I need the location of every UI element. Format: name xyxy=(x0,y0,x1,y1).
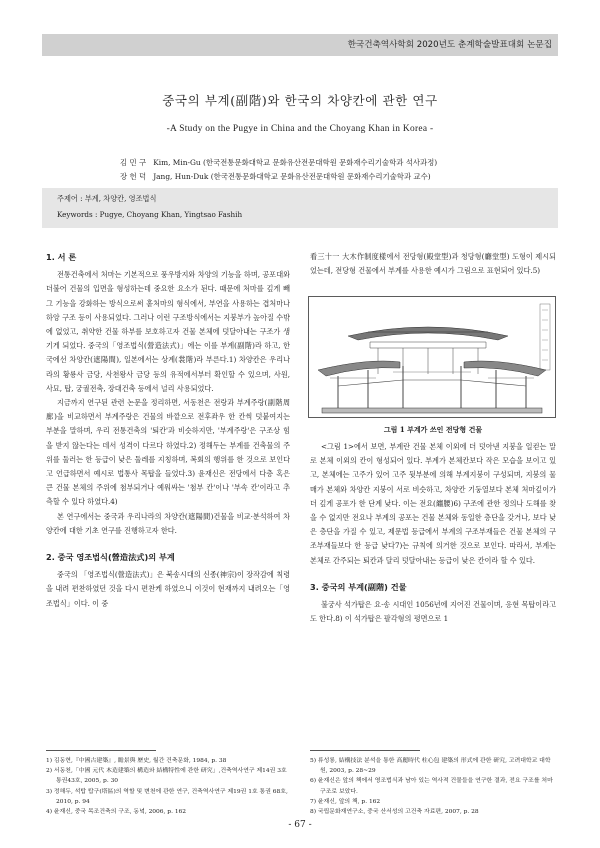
footnote: 2) 서동천,「中國 元代 木造建築의 構造와 結構特性에 관한 研究」,건축역사연구 제14권 3호 통권43호, 2005, p. 30 xyxy=(46,768,287,785)
footnote: 5) 류성룡, 結構技法 분석을 통한 高麗時代 柱心包 建築의 形式에 관한 研究, 고려대학교 대학원, 2003, p. 28~29 xyxy=(310,758,551,775)
paragraph: 지금까지 연구된 관련 논문을 정리하면, 서동천은 전랑과 부계주랑(副階周廊)을 비교하면서 부계주랑은 건물의 바깥으로 전후좌우 한 칸씩 덧붙여지는 부분을 말하며, 우리 전통건축의 '퇴칸'과 비슷하지만, '부계주랑'은 구조상 힘을 받지 않는다는 데서 성격이 다르다 하였다.2) 정해두는 부계를 건축물의 주위를 둘러는 한 등급이 낮은 둘레를 지칭하며, 복회의 행위를 한 것으로 보인다고 언급하면서 예시로 법통사 목탑을 들었다.3) 윤재신은 전당에서 다층 혹은 큰 건물 본체의 주위에 첨부되거나 예워싸는 '첨부 칸'이나 '부속 칸'이라고 추측할 수 있다 하였다.4) xyxy=(46,398,290,507)
left-column xyxy=(46,250,290,611)
footnotes-left xyxy=(46,756,290,817)
paragraph: 본 연구에서는 중국과 우리나라의 차양칸(遮陽間)건물을 비교·분석하여 차양칸에 대한 기초 연구를 진행하고자 한다. xyxy=(46,511,290,535)
author-1 xyxy=(120,157,437,168)
right-column-top xyxy=(310,250,556,278)
author-2 xyxy=(120,171,431,182)
footnote: 8) 국립문화재연구소, 중국 산서성의 고건축 자료편, 2007, p. 28 xyxy=(310,809,479,816)
footnotes-right xyxy=(310,756,556,817)
journal-header: 한국건축역사학회 2020년도 춘계학술발표대회 논문집 xyxy=(347,40,552,50)
right-column-bottom xyxy=(310,440,556,626)
author-name: 김 민 구 xyxy=(120,158,147,167)
footnote: 7) 윤재신, 앞의 책, p. 162 xyxy=(310,798,381,805)
page-number: - 67 - xyxy=(288,820,312,830)
paragraph: 전통건축에서 처마는 기본적으로 풍우방지와 차양의 기능을 하며, 공포대와 더불어 건물의 입면을 형성하는데 중요한 요소가 된다. 때문에 처마를 깊게 빼 그 기능을 강화하는 방식으로써 홑처마의 형식에서, 부연을 사용하는 겹처마나 하앙 구조 등이 사용되었다. 그러나 이런 구조방식에서는 지붕부가 높아질 수밖에 없었고, 취약한 건물 하부를 보호하고자 건물 본체에 덧달아내는 구조가 생기게 되었다. 중국의「영조법식(營造法式)」에는 이를 부계(副階)라 하고, 한국에선 차양칸(遮陽間), 일본에서는 상계(裳階)라 부른다.1) 차양칸은 우리나라의 황룡사 금당, 사천왕사 금당 등의 유적에서부터 확인할 수 있으며, 사원, 사묘, 탑, 궁궐전축, 장대건축 등에서 널리 사용되었다. xyxy=(46,270,290,393)
paragraph: <그림 1>에서 보면, 부계란 건물 본체 이외에 더 덧아낸 지붕을 일컫는 말로 본체 이외의 칸이 형성되어 있다. 부계가 본체칸보다 작은 모습을 보이고 있고, 본체에는 고주가 있어 고주 뒷부분에 의해 부계지붕이 구성되며, 지붕의 물매가 본체와 차양칸 지붕이 서로 비슷하고, 차양칸 기둥열보다 본체 처마깊이가 더 깊게 공포가 한 단계 낮다. 이는 전요(纏腰)6) 구조에 관한 정의나 도해를 찾을 수 없지만 전요나 부계의 공포는 건물 본체와 동일한 층단을 갖거나, 보다 낮은 층단을 가질 수 있고, 제문법 등급에서 부계의 구조부재들은 건물 본체의 구조부재들보다 한 등급 낮다7)는 규칙에 의거한 것으로 보인다. 따라서, 부계는 본체로 간주되는 퇴칸과 달리 덧달아내는 등급이 낮은 칸이라 할 수 있다. xyxy=(310,442,556,565)
author-affiliation: (한국전통문화대학교 문화유산전문대학원 문화재수리기술학과 교수) xyxy=(210,172,431,181)
author-roman: Jang, Hun-Duk xyxy=(153,172,209,181)
paragraph: 중국의 「영조법식(營造法式)」은 북송시대의 신종(神宗)이 장작감에 칙령을 내려 편찬하였던 것을 다시 편찬케 하였으니 이것이 현재까지 내려오는「영조법식」이다. 이 중 xyxy=(46,570,290,608)
paragraph: 불궁사 석가탑은 요·송 시대인 1056년에 지어진 건물이며, 응현 목탑이라고도 한다.8) 이 석가탑은 팔각형의 평면으로 1 xyxy=(310,600,556,624)
footnote: 3) 정해두, 석탑 탑구(塔區)의 역할 및 변천에 관한 연구, 건축역사연구 제19권 1호 통권 68호, 2010, p. 94 xyxy=(46,788,288,805)
keywords-korean: 주제어 : 부계, 차양칸, 영조법식 xyxy=(57,194,157,203)
footnote: 4) 윤재신, 중국 목조건축의 구조, 동녘, 2006, p. 162 xyxy=(46,809,187,816)
author-roman: Kim, Min-Gu xyxy=(153,158,201,167)
footnote: 1) 김동현,『中國古建築』, 瞻景與 歷史, 월간 건축문화, 1984, p. 38 xyxy=(46,758,227,764)
footnote-rule-left xyxy=(46,750,156,751)
figure-1-drawing xyxy=(308,296,556,418)
section-3-title: 3. 중국의 부계(副階) 건물 xyxy=(310,581,407,592)
figure-1-caption: 그림 1 부계가 쓰인 전당형 건물 xyxy=(383,425,483,434)
author-name: 장 헌 덕 xyxy=(120,172,147,181)
footnote: 6) 윤재신은 앞의 책에서 영조법식과 남아 있는 역사적 건물들을 연구한 결과, 전요 구조를 처마구조로 보았다. xyxy=(310,778,553,795)
paper-title-korean: 중국의 부계(副階)와 한국의 차양칸에 관한 연구 xyxy=(162,93,438,108)
paper-title-english: -A Study on the Pugye in China and the Choyang Khan in Korea - xyxy=(166,124,434,134)
section-1-title: 1. 서 론 xyxy=(46,252,77,262)
author-affiliation: (한국전통문화대학교 문화유산전문대학원 문화재수리기술학과 석사과정) xyxy=(203,158,438,167)
keywords-english: Keywords : Pugye, Choyang Khan, Yingtsao Fashih xyxy=(57,210,243,219)
paragraph: 看三十一 大木作制度樣에서 전당형(殿堂型)과 청당형(廳堂型) 도형이 제시되었는데, 전당형 건물에서 부계를 사용한 예시가 그림으로 표현되어 있다.5) xyxy=(310,252,556,276)
section-2-title: 2. 중국 영조법식(營造法式)의 부계 xyxy=(46,552,175,563)
footnote-rule-right xyxy=(310,750,420,751)
